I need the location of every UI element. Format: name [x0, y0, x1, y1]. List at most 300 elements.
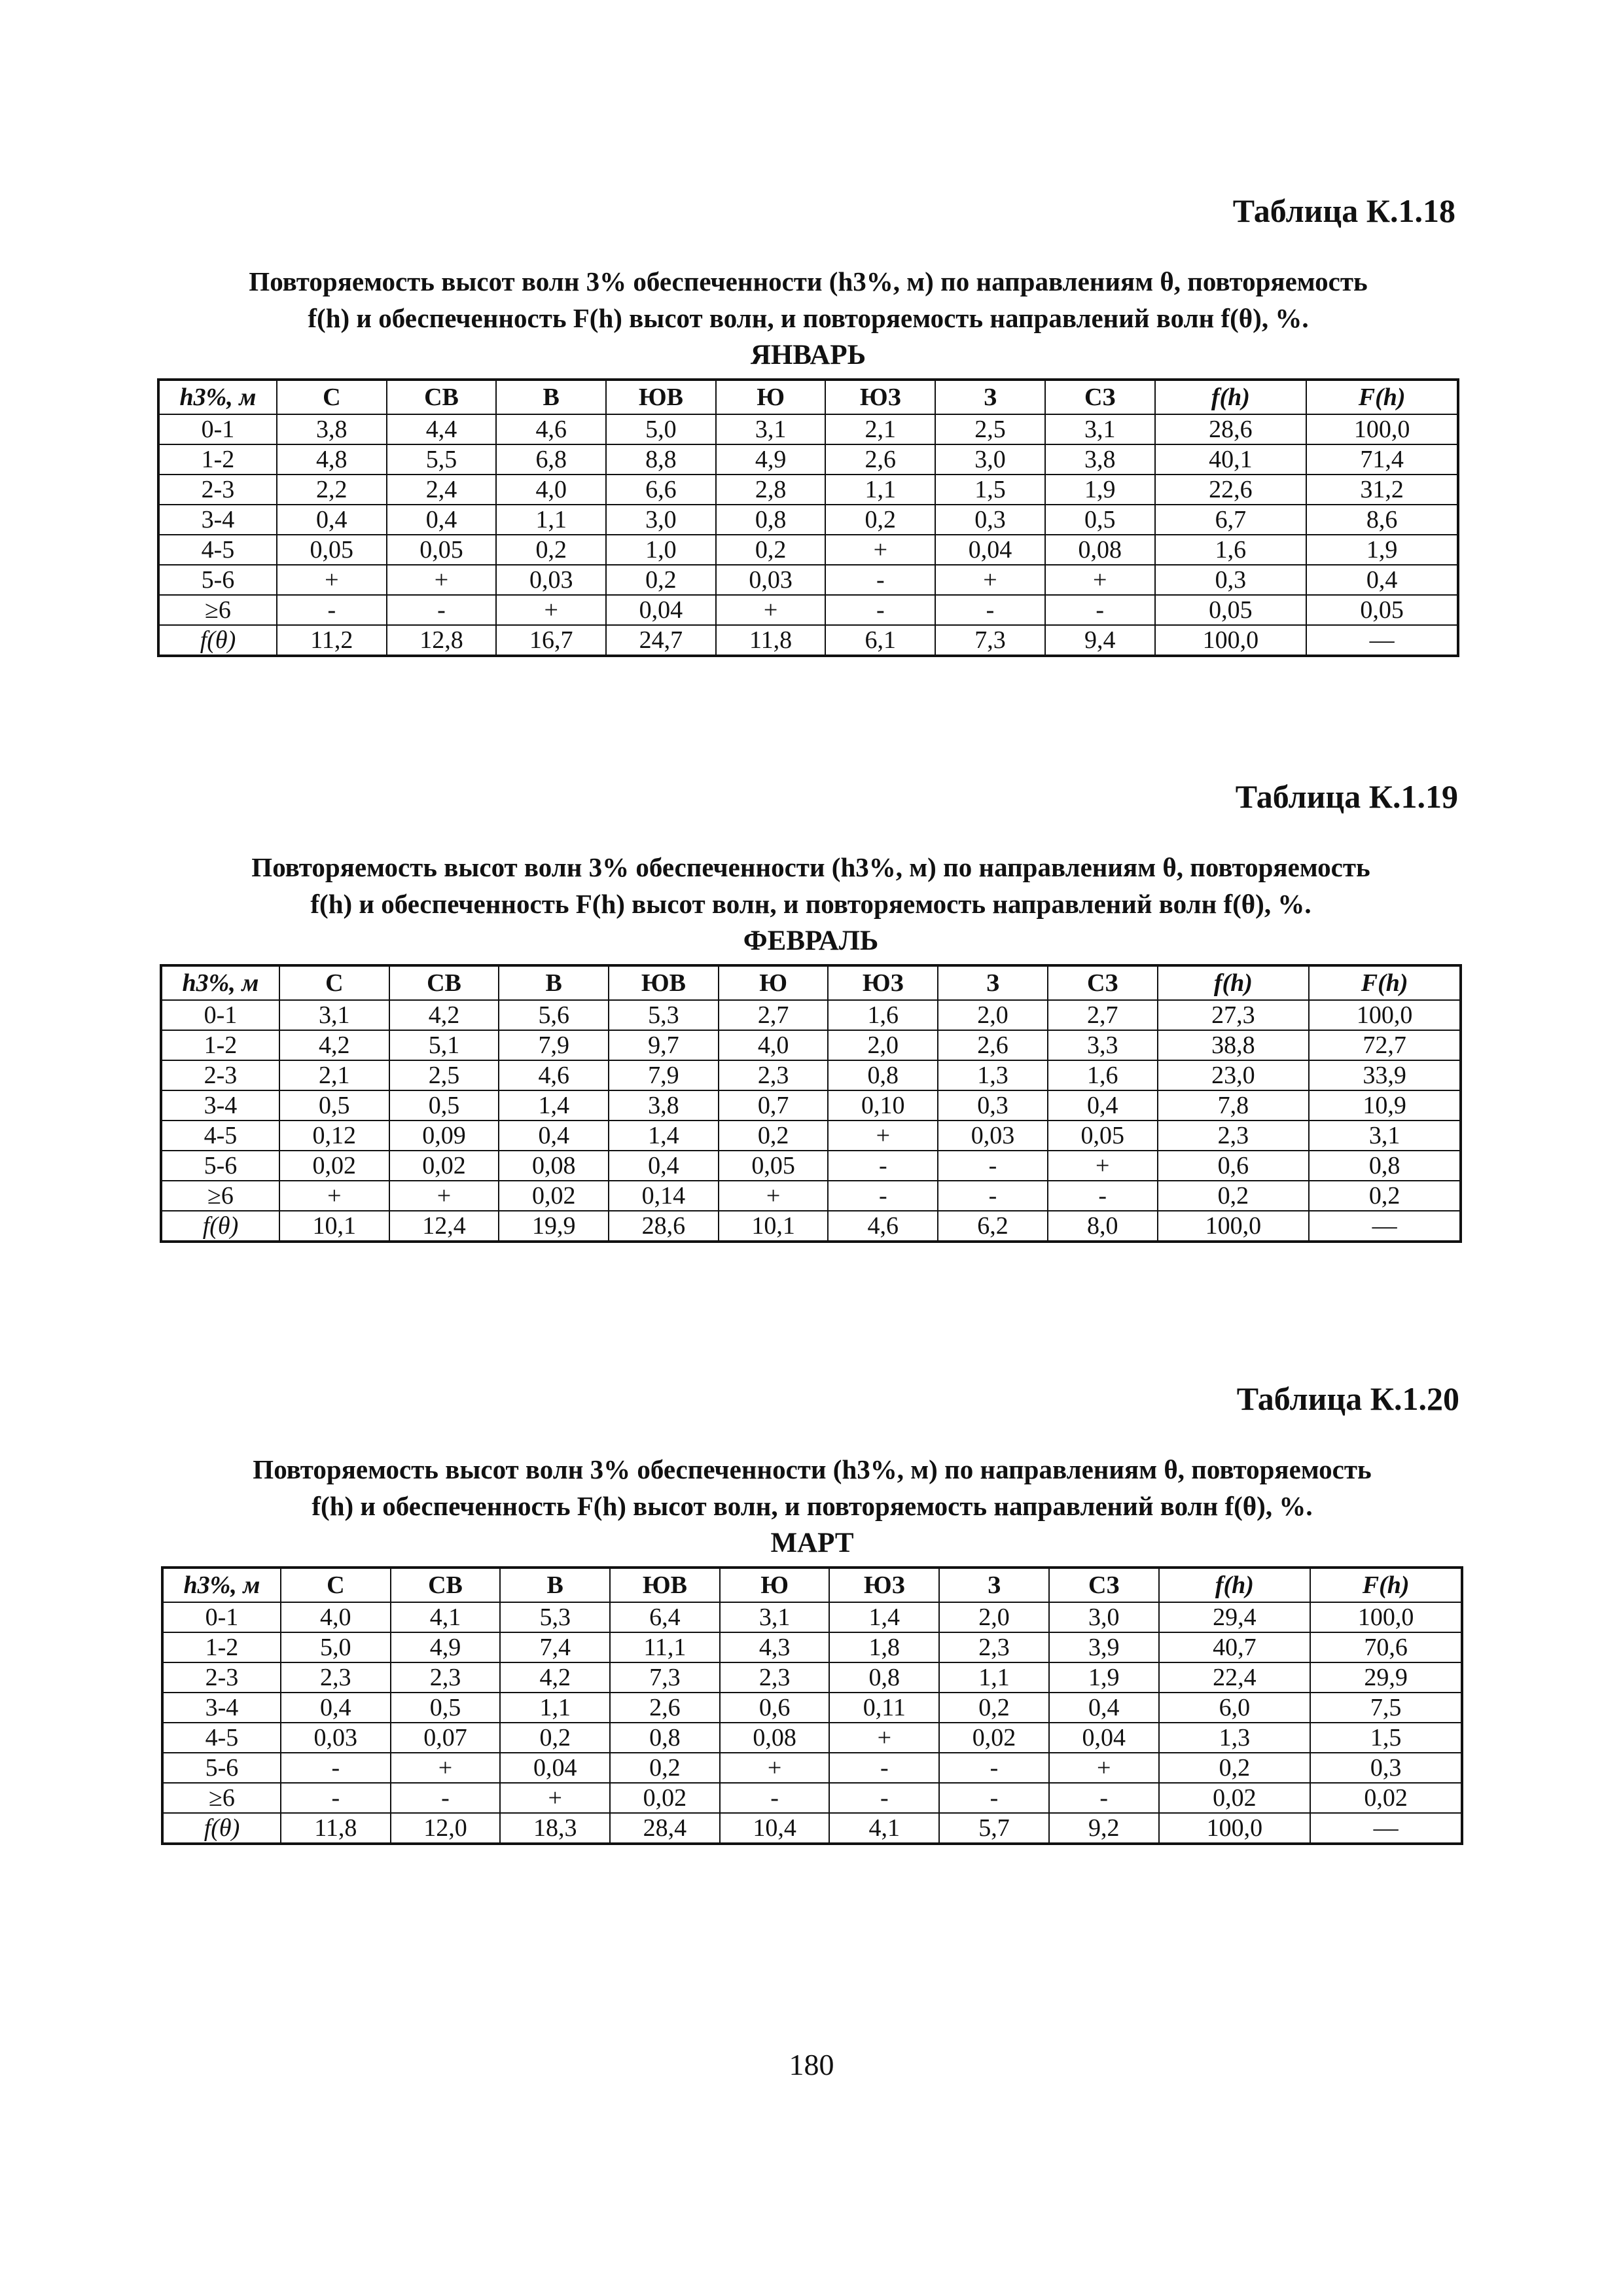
table-row: [161, 1090, 1461, 1121]
table-cell: 0,05: [1048, 1121, 1158, 1151]
table-cell: 4,6: [499, 1060, 609, 1090]
table-cell: 0,2: [496, 535, 606, 565]
table-cell: -: [1048, 1181, 1158, 1211]
table-cell: 0,5: [279, 1090, 389, 1121]
table-cell: -: [828, 1181, 938, 1211]
table-cell: 4,0: [496, 475, 606, 505]
table-cell: 0,2: [606, 565, 716, 595]
table-caption-line-1: Повторяемость высот волн 3% обеспеченности (h3%, м) по направлениям θ, повторяемость: [253, 1454, 1372, 1484]
table-row: [161, 1000, 1461, 1030]
table-cell: +: [825, 535, 935, 565]
table-row: [162, 1602, 1462, 1632]
column-header: h3%, м: [161, 965, 279, 1000]
wave-frequency-table: [157, 378, 1459, 657]
table-cell: 7,8: [1158, 1090, 1310, 1121]
column-header: СВ: [389, 965, 499, 1000]
column-header: СЗ: [1045, 380, 1155, 414]
table-cell: 4,0: [281, 1602, 391, 1632]
table-cell: —: [1309, 1211, 1461, 1242]
table-cell: -: [829, 1783, 939, 1813]
table-cell: 22,6: [1155, 475, 1307, 505]
table-cell: +: [279, 1181, 389, 1211]
table-cell: 19,9: [499, 1211, 609, 1242]
month-title: МАРТ: [770, 1528, 854, 1558]
column-header: ЮЗ: [829, 1568, 939, 1602]
table-cell: 23,0: [1158, 1060, 1310, 1090]
column-header: Ю: [719, 965, 829, 1000]
header-row: [158, 380, 1458, 414]
table-cell: 12,4: [389, 1211, 499, 1242]
table-row: [161, 1030, 1461, 1060]
table-cell: 0,02: [499, 1181, 609, 1211]
table-cell: 6,7: [1155, 505, 1307, 535]
table-cell: 6,1: [825, 625, 935, 656]
table-cell: +: [720, 1753, 830, 1783]
table-cell: 0,08: [720, 1723, 830, 1753]
table-row: [158, 565, 1458, 595]
table-cell: 31,2: [1306, 475, 1458, 505]
table-cell: 0,03: [938, 1121, 1048, 1151]
table-cell: 29,4: [1159, 1602, 1311, 1632]
table-cell: 0,2: [1159, 1753, 1311, 1783]
table-cell: 29,9: [1310, 1662, 1462, 1693]
table-cell: 38,8: [1158, 1030, 1310, 1060]
table-cell: 3,0: [606, 505, 716, 535]
table-cell: 3,9: [1049, 1632, 1159, 1662]
table-cell: 1,1: [939, 1662, 1049, 1693]
table-cell: 0,04: [935, 535, 1045, 565]
table-cell: 4,6: [496, 414, 606, 444]
table-row: [158, 625, 1458, 656]
table-cell: 2,2: [277, 475, 387, 505]
table-cell: f(θ): [162, 1813, 281, 1844]
table-cell: 3-4: [158, 505, 277, 535]
table-cell: 10,9: [1309, 1090, 1461, 1121]
table-cell: +: [935, 565, 1045, 595]
table-cell: 4,2: [500, 1662, 610, 1693]
table-cell: 0,10: [828, 1090, 938, 1121]
table-cell: 2,5: [935, 414, 1045, 444]
table-label: Таблица К.1.20: [1236, 1380, 1459, 1417]
table-cell: 3,0: [1049, 1602, 1159, 1632]
column-header: Ю: [720, 1568, 830, 1602]
column-header: F(h): [1310, 1568, 1462, 1602]
table-cell: 5,6: [499, 1000, 609, 1030]
table-cell: 12,8: [387, 625, 497, 656]
table-cell: 0,2: [500, 1723, 610, 1753]
table-cell: 5-6: [162, 1753, 281, 1783]
table-cell: 100,0: [1306, 414, 1458, 444]
table-cell: 0,2: [610, 1753, 720, 1783]
table-cell: 0,04: [500, 1753, 610, 1783]
table-cell: -: [281, 1783, 391, 1813]
table-cell: 1,4: [499, 1090, 609, 1121]
table-cell: 4,6: [828, 1211, 938, 1242]
month-title: ЯНВАРЬ: [750, 340, 866, 370]
table-cell: 9,7: [609, 1030, 719, 1060]
table-cell: 3,8: [277, 414, 387, 444]
table-cell: 0,04: [606, 595, 716, 625]
table-cell: 6,2: [938, 1211, 1048, 1242]
table-cell: 0,6: [1158, 1151, 1310, 1181]
table-caption-line-2: f(h) и обеспеченность F(h) высот волн, и повторяемость направлений волн f(θ), %.: [312, 1491, 1313, 1521]
table-cell: 2,8: [716, 475, 826, 505]
table-cell: 10,4: [720, 1813, 830, 1844]
table-cell: 6,0: [1159, 1693, 1311, 1723]
table-label: Таблица К.1.19: [1235, 778, 1458, 815]
table-cell: 12,0: [391, 1813, 501, 1844]
table-cell: 9,2: [1049, 1813, 1159, 1844]
table-cell: 11,8: [716, 625, 826, 656]
table-row: [158, 444, 1458, 475]
column-header: f(h): [1158, 965, 1310, 1000]
table-cell: 6,4: [610, 1602, 720, 1632]
table-cell: 0,8: [828, 1060, 938, 1090]
table-cell: 3-4: [161, 1090, 279, 1121]
table-cell: 1,5: [1310, 1723, 1462, 1753]
table-cell: 24,7: [606, 625, 716, 656]
table-cell: 3,0: [935, 444, 1045, 475]
table-row: [162, 1632, 1462, 1662]
table-cell: 1,1: [496, 505, 606, 535]
table-cell: +: [1049, 1753, 1159, 1783]
column-header: В: [496, 380, 606, 414]
table-row: [161, 1121, 1461, 1151]
column-header: ЮВ: [609, 965, 719, 1000]
table-cell: 11,8: [281, 1813, 391, 1844]
column-header: С: [277, 380, 387, 414]
table-cell: 0,02: [610, 1783, 720, 1813]
table-cell: 5,7: [939, 1813, 1049, 1844]
table-cell: 1,4: [829, 1602, 939, 1632]
table-cell: 0,3: [938, 1090, 1048, 1121]
table-cell: 1,1: [825, 475, 935, 505]
table-cell: 8,6: [1306, 505, 1458, 535]
table-cell: -: [825, 565, 935, 595]
table-cell: 0,03: [716, 565, 826, 595]
table-cell: 5,0: [606, 414, 716, 444]
table-cell: 7,3: [610, 1662, 720, 1693]
table-cell: 4,9: [716, 444, 826, 475]
table-cell: 0,4: [499, 1121, 609, 1151]
table-cell: 0,07: [391, 1723, 501, 1753]
table-cell: 1,6: [1155, 535, 1307, 565]
table-cell: 0,12: [279, 1121, 389, 1151]
table-cell: 100,0: [1309, 1000, 1461, 1030]
column-header: СЗ: [1049, 1568, 1159, 1602]
table-cell: 0,08: [499, 1151, 609, 1181]
column-header: h3%, м: [162, 1568, 281, 1602]
table-cell: 4-5: [162, 1723, 281, 1753]
table-cell: 2,5: [389, 1060, 499, 1090]
table-cell: 2,3: [939, 1632, 1049, 1662]
table-cell: 2,1: [279, 1060, 389, 1090]
table-cell: 0,6: [720, 1693, 830, 1723]
table-row: [161, 1151, 1461, 1181]
column-header: f(h): [1159, 1568, 1311, 1602]
table-cell: +: [716, 595, 826, 625]
table-cell: 0,3: [1155, 565, 1307, 595]
table-cell: 0,04: [1049, 1723, 1159, 1753]
table-cell: 0,14: [609, 1181, 719, 1211]
table-cell: 1,6: [828, 1000, 938, 1030]
table-cell: 10,1: [719, 1211, 829, 1242]
table-cell: 2,4: [387, 475, 497, 505]
table-cell: 0,4: [277, 505, 387, 535]
table-row: [162, 1813, 1462, 1844]
table-cell: 71,4: [1306, 444, 1458, 475]
table-cell: -: [1045, 595, 1155, 625]
table-cell: 0,5: [391, 1693, 501, 1723]
table-cell: -: [277, 595, 387, 625]
table-cell: -: [387, 595, 497, 625]
table-cell: 0,02: [1310, 1783, 1462, 1813]
table-cell: 3,3: [1048, 1030, 1158, 1060]
table-cell: -: [720, 1783, 830, 1813]
table-cell: 5-6: [161, 1151, 279, 1181]
column-header: З: [939, 1568, 1049, 1602]
table-cell: 0,4: [387, 505, 497, 535]
column-header: F(h): [1309, 965, 1461, 1000]
table-cell: 1,3: [1159, 1723, 1311, 1753]
table-cell: 0,8: [1309, 1151, 1461, 1181]
table-cell: 0,4: [1048, 1090, 1158, 1121]
table-cell: 0,2: [939, 1693, 1049, 1723]
table-caption-line-2: f(h) и обеспеченность F(h) высот волн, и повторяемость направлений волн f(θ), %.: [308, 303, 1309, 333]
table-cell: 1,9: [1045, 475, 1155, 505]
column-header: СВ: [391, 1568, 501, 1602]
table-cell: +: [391, 1753, 501, 1783]
table-cell: 0,05: [387, 535, 497, 565]
table-cell: 4-5: [161, 1121, 279, 1151]
table-cell: -: [939, 1783, 1049, 1813]
table-cell: f(θ): [161, 1211, 279, 1242]
table-cell: 4-5: [158, 535, 277, 565]
table-block-january: [157, 190, 1459, 657]
table-cell: 9,4: [1045, 625, 1155, 656]
table-cell: 6,8: [496, 444, 606, 475]
table-cell: 7,3: [935, 625, 1045, 656]
table-cell: 70,6: [1310, 1632, 1462, 1662]
table-cell: 1,5: [935, 475, 1045, 505]
table-cell: 0,02: [1159, 1783, 1311, 1813]
month-title: ФЕВРАЛЬ: [743, 925, 879, 956]
column-header: F(h): [1306, 380, 1458, 414]
table-cell: 0,4: [1049, 1693, 1159, 1723]
table-cell: 2,1: [825, 414, 935, 444]
header-row: [161, 965, 1461, 1000]
table-cell: 5,3: [500, 1602, 610, 1632]
table-cell: 3,8: [1045, 444, 1155, 475]
table-cell: 100,0: [1310, 1602, 1462, 1632]
table-cell: 0,11: [829, 1693, 939, 1723]
table-cell: 4,0: [719, 1030, 829, 1060]
table-cell: 4,1: [391, 1602, 501, 1632]
table-cell: 3,1: [279, 1000, 389, 1030]
table-cell: 11,2: [277, 625, 387, 656]
table-cell: 0,3: [1310, 1753, 1462, 1783]
table-cell: 0,03: [281, 1723, 391, 1753]
table-cell: 18,3: [500, 1813, 610, 1844]
table-cell: 0,05: [277, 535, 387, 565]
column-header: ЮВ: [606, 380, 716, 414]
table-cell: 3,1: [716, 414, 826, 444]
table-cell: 0,03: [496, 565, 606, 595]
table-cell: 0,05: [1155, 595, 1307, 625]
table-cell: 1,4: [609, 1121, 719, 1151]
table-cell: 0-1: [161, 1000, 279, 1030]
column-header: В: [500, 1568, 610, 1602]
table-cell: 0-1: [162, 1602, 281, 1632]
table-cell: 2,6: [610, 1693, 720, 1723]
table-cell: 1,1: [500, 1693, 610, 1723]
table-row: [162, 1753, 1462, 1783]
table-cell: 0,02: [279, 1151, 389, 1181]
table-cell: +: [829, 1723, 939, 1753]
table-cell: 0,02: [389, 1151, 499, 1181]
table-cell: +: [387, 565, 497, 595]
table-cell: 100,0: [1155, 625, 1307, 656]
table-block-march: [161, 1378, 1463, 1845]
table-cell: 1,3: [938, 1060, 1048, 1090]
table-cell: 0,09: [389, 1121, 499, 1151]
table-cell: 2-3: [158, 475, 277, 505]
table-cell: —: [1310, 1813, 1462, 1844]
table-cell: 3,8: [609, 1090, 719, 1121]
table-cell: 0,2: [1158, 1181, 1310, 1211]
table-cell: +: [1045, 565, 1155, 595]
column-header: З: [935, 380, 1045, 414]
table-cell: +: [496, 595, 606, 625]
table-row: [161, 1211, 1461, 1242]
table-cell: 0,8: [610, 1723, 720, 1753]
table-cell: 4,9: [391, 1632, 501, 1662]
table-cell: 4,8: [277, 444, 387, 475]
table-cell: 0,4: [281, 1693, 391, 1723]
table-cell: -: [938, 1151, 1048, 1181]
table-cell: 4,3: [720, 1632, 830, 1662]
table-row: [158, 595, 1458, 625]
table-cell: 5-6: [158, 565, 277, 595]
page-number: 180: [789, 2048, 834, 2081]
table-cell: 7,4: [500, 1632, 610, 1662]
table-cell: 2,6: [825, 444, 935, 475]
table-cell: 100,0: [1158, 1211, 1310, 1242]
table-cell: ≥6: [162, 1783, 281, 1813]
table-cell: 2,7: [1048, 1000, 1158, 1030]
table-cell: 1,8: [829, 1632, 939, 1662]
table-cell: 28,6: [609, 1211, 719, 1242]
table-cell: 10,1: [279, 1211, 389, 1242]
table-cell: 1,0: [606, 535, 716, 565]
table-cell: -: [938, 1181, 1048, 1211]
table-row: [158, 475, 1458, 505]
table-cell: 2,3: [391, 1662, 501, 1693]
table-caption-line-2: f(h) и обеспеченность F(h) высот волн, и повторяемость направлений волн f(θ), %.: [310, 889, 1311, 919]
table-row: [162, 1662, 1462, 1693]
table-cell: 0,3: [935, 505, 1045, 535]
table-cell: 1,9: [1049, 1662, 1159, 1693]
table-cell: 0,2: [1309, 1181, 1461, 1211]
table-cell: -: [935, 595, 1045, 625]
table-cell: 0,02: [939, 1723, 1049, 1753]
wave-frequency-table: [161, 1566, 1463, 1845]
table-cell: 0,2: [719, 1121, 829, 1151]
table-cell: 4,4: [387, 414, 497, 444]
table-cell: 0,4: [1306, 565, 1458, 595]
column-header: СВ: [387, 380, 497, 414]
table-cell: 2,0: [938, 1000, 1048, 1030]
table-caption-line-1: Повторяемость высот волн 3% обеспеченности (h3%, м) по направлениям θ, повторяемость: [251, 852, 1370, 882]
column-header: С: [279, 965, 389, 1000]
table-cell: 28,4: [610, 1813, 720, 1844]
table-cell: +: [719, 1181, 829, 1211]
table-cell: 1-2: [158, 444, 277, 475]
table-cell: 5,5: [387, 444, 497, 475]
table-cell: 2,3: [719, 1060, 829, 1090]
table-cell: -: [1049, 1783, 1159, 1813]
column-header: ЮВ: [610, 1568, 720, 1602]
column-header: f(h): [1155, 380, 1307, 414]
table-cell: 0,8: [716, 505, 826, 535]
table-row: [158, 414, 1458, 444]
table-cell: f(θ): [158, 625, 277, 656]
table-cell: 3,1: [1045, 414, 1155, 444]
column-header: СЗ: [1048, 965, 1158, 1000]
table-cell: 0,05: [1306, 595, 1458, 625]
table-row: [162, 1693, 1462, 1723]
column-header: ЮЗ: [825, 380, 935, 414]
table-cell: 2,3: [1158, 1121, 1310, 1151]
table-cell: -: [829, 1753, 939, 1783]
table-cell: 0,5: [389, 1090, 499, 1121]
table-label: Таблица К.1.18: [1232, 192, 1455, 229]
table-row: [158, 535, 1458, 565]
header-row: [162, 1568, 1462, 1602]
table-cell: 3,1: [1309, 1121, 1461, 1151]
table-cell: 5,0: [281, 1632, 391, 1662]
table-cell: 28,6: [1155, 414, 1307, 444]
column-header: В: [499, 965, 609, 1000]
table-cell: -: [828, 1151, 938, 1181]
table-row: [158, 505, 1458, 535]
table-cell: 1,6: [1048, 1060, 1158, 1090]
table-cell: +: [500, 1783, 610, 1813]
table-cell: 27,3: [1158, 1000, 1310, 1030]
table-cell: 11,1: [610, 1632, 720, 1662]
table-row: [161, 1181, 1461, 1211]
table-cell: 2,0: [828, 1030, 938, 1060]
table-cell: ≥6: [161, 1181, 279, 1211]
table-cell: 2,3: [281, 1662, 391, 1693]
table-cell: 2,0: [939, 1602, 1049, 1632]
table-cell: 7,5: [1310, 1693, 1462, 1723]
table-caption-line-1: Повторяемость высот волн 3% обеспеченности (h3%, м) по направлениям θ, повторяемость: [249, 266, 1368, 296]
table-cell: 2-3: [161, 1060, 279, 1090]
table-cell: 4,2: [279, 1030, 389, 1060]
table-cell: 0,8: [829, 1662, 939, 1693]
table-cell: 2-3: [162, 1662, 281, 1693]
table-cell: 4,2: [389, 1000, 499, 1030]
table-cell: 72,7: [1309, 1030, 1461, 1060]
table-cell: ≥6: [158, 595, 277, 625]
table-cell: -: [281, 1753, 391, 1783]
table-block-february: [160, 776, 1462, 1243]
table-cell: 1,9: [1306, 535, 1458, 565]
column-header: ЮЗ: [828, 965, 938, 1000]
table-row: [161, 1060, 1461, 1090]
table-cell: 33,9: [1309, 1060, 1461, 1090]
